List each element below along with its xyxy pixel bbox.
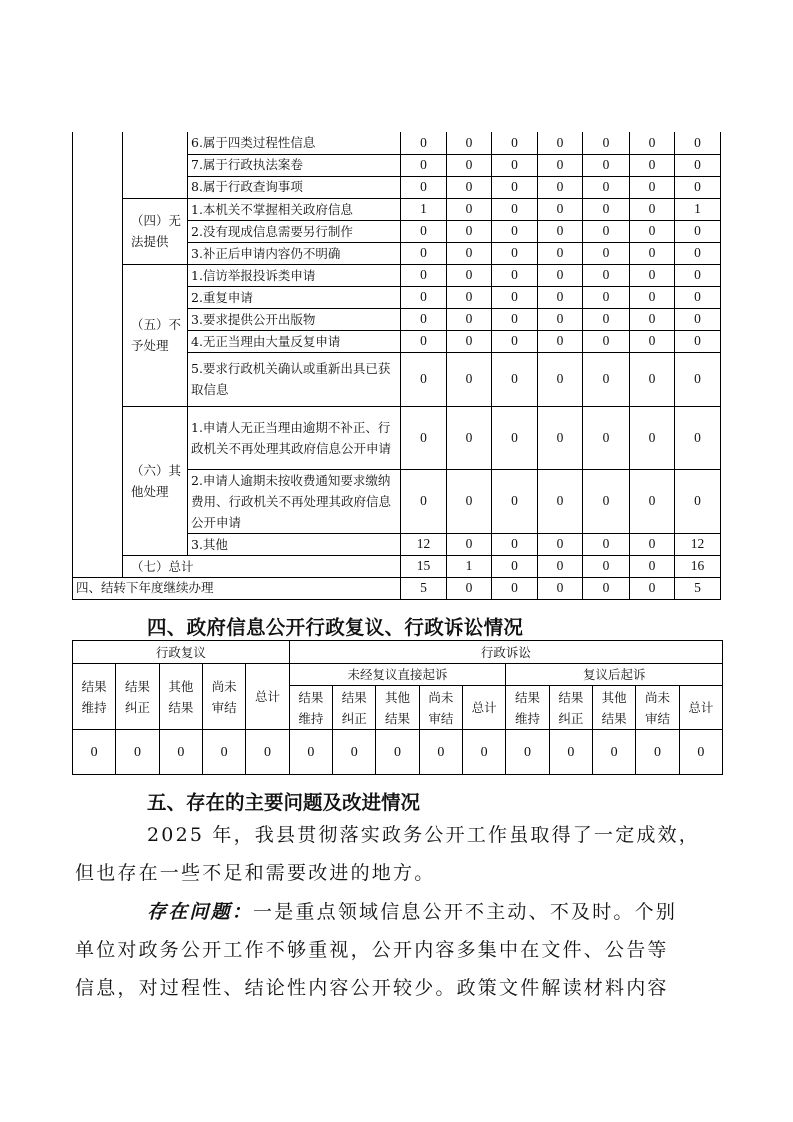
- direct-value: 0: [333, 730, 376, 775]
- review-col-header: 结果纠正: [116, 664, 159, 730]
- value-cell: 1: [447, 555, 492, 577]
- review-header: 行政复议: [73, 641, 290, 664]
- value-cell: 0: [401, 469, 447, 533]
- value-cell: 0: [401, 176, 447, 198]
- row-label: 2.申请人逾期未按收费通知要求缴纳费用、行政机关不再处理其政府信息公开申请: [188, 469, 401, 533]
- review-col-header: 尚未审结: [202, 664, 245, 730]
- value-cell: 0: [538, 242, 583, 264]
- carry-over-label: 四、结转下年度继续办理: [73, 577, 401, 599]
- paragraph-intro-line-2: 但也存在一些不足和需要改进的地方。: [75, 862, 436, 884]
- value-cell: 0: [447, 220, 492, 242]
- value-cell: 0: [447, 154, 492, 176]
- value-cell: 0: [583, 176, 630, 198]
- value-cell: 0: [492, 198, 538, 220]
- review-col-header: 总计: [246, 664, 289, 730]
- value-cell: 15: [401, 555, 447, 577]
- value-cell: 16: [675, 555, 721, 577]
- value-cell: 0: [675, 176, 721, 198]
- group-5-title: （五）不予处理: [123, 264, 188, 406]
- value-cell: 0: [583, 286, 630, 308]
- value-cell: 0: [401, 132, 447, 154]
- value-cell: 0: [401, 330, 447, 352]
- row-label: 2.没有现成信息需要另行制作: [188, 220, 401, 242]
- group-6-title: （六）其他处理: [123, 406, 188, 555]
- value-cell: 0: [538, 555, 583, 577]
- value-cell: 0: [447, 533, 492, 555]
- value-cell: 0: [675, 154, 721, 176]
- value-cell: 0: [583, 132, 630, 154]
- value-cell: 1: [401, 198, 447, 220]
- direct-col-header: 尚未审结: [419, 686, 462, 730]
- value-cell: 0: [538, 220, 583, 242]
- value-cell: 0: [447, 308, 492, 330]
- application-handling-table: [72, 132, 721, 600]
- paragraph-problems: [75, 893, 720, 1007]
- direct-suit-header: 未经复议直接起诉: [289, 664, 506, 686]
- value-cell: 0: [447, 469, 492, 533]
- value-cell: 0: [583, 577, 630, 599]
- value-cell: 0: [675, 264, 721, 286]
- after-review-col-header: 结果维持: [506, 686, 549, 730]
- value-cell: 0: [583, 555, 630, 577]
- carry-over-row: [73, 577, 721, 599]
- value-cell: 12: [401, 533, 447, 555]
- value-cell: 0: [630, 330, 675, 352]
- row-label: 3.要求提供公开出版物: [188, 308, 401, 330]
- value-cell: 0: [675, 242, 721, 264]
- after-review-col-header: 其他结果: [593, 686, 636, 730]
- review-value: 0: [246, 730, 289, 775]
- value-cell: 0: [401, 154, 447, 176]
- value-cell: 5: [675, 577, 721, 599]
- value-cell: 0: [492, 533, 538, 555]
- value-cell: 0: [401, 352, 447, 406]
- value-cell: 0: [538, 132, 583, 154]
- table-row: [73, 264, 721, 286]
- section-4-heading: 四、政府信息公开行政复议、行政诉讼情况: [147, 616, 524, 639]
- row-label: 1.信访举报投诉类申请: [188, 264, 401, 286]
- value-cell: 0: [492, 220, 538, 242]
- value-cell: 0: [630, 469, 675, 533]
- row-label: 1.申请人无正当理由逾期不补正、行政机关不再处理其政府信息公开申请: [188, 406, 401, 469]
- value-cell: 0: [492, 406, 538, 469]
- value-cell: 0: [538, 406, 583, 469]
- value-cell: 0: [583, 533, 630, 555]
- value-cell: 0: [630, 286, 675, 308]
- value-cell: 0: [538, 286, 583, 308]
- value-cell: 0: [447, 132, 492, 154]
- row-label: 1.本机关不掌握相关政府信息: [188, 198, 401, 220]
- value-cell: 0: [630, 132, 675, 154]
- value-cell: 0: [583, 264, 630, 286]
- value-cell: 0: [630, 242, 675, 264]
- value-cell: 0: [447, 264, 492, 286]
- direct-value: 0: [463, 730, 506, 775]
- value-cell: 0: [401, 242, 447, 264]
- value-cell: 0: [538, 469, 583, 533]
- row-label: 3.补正后申请内容仍不明确: [188, 242, 401, 264]
- value-cell: 12: [675, 533, 721, 555]
- after-review-value: 0: [506, 730, 549, 775]
- review-value: 0: [202, 730, 245, 775]
- value-cell: 0: [447, 330, 492, 352]
- after-review-value: 0: [593, 730, 636, 775]
- value-cell: 0: [447, 577, 492, 599]
- value-cell: 0: [538, 577, 583, 599]
- after-review-value: 0: [679, 730, 722, 775]
- value-cell: 0: [675, 352, 721, 406]
- problems-lead: 存在问题：: [147, 901, 254, 923]
- value-cell: 0: [538, 198, 583, 220]
- paragraph-problems-line-3: 信息，对过程性、结论性内容公开较少。政策文件解读材料内容: [75, 977, 669, 999]
- value-cell: 0: [583, 469, 630, 533]
- value-cell: 0: [630, 176, 675, 198]
- after-review-value: 0: [549, 730, 592, 775]
- value-cell: 0: [538, 264, 583, 286]
- value-cell: 0: [492, 264, 538, 286]
- value-cell: 0: [630, 406, 675, 469]
- table-row: [73, 406, 721, 469]
- group-4-title: （四）无法提供: [123, 198, 188, 264]
- row-label: 3.其他: [188, 533, 401, 555]
- value-cell: 0: [583, 308, 630, 330]
- value-cell: 0: [492, 555, 538, 577]
- direct-col-header: 结果纠正: [333, 686, 376, 730]
- value-cell: 0: [630, 577, 675, 599]
- total-row: [73, 555, 721, 577]
- value-cell: 0: [492, 176, 538, 198]
- value-cell: 0: [401, 220, 447, 242]
- review-value: 0: [73, 730, 116, 775]
- value-cell: 0: [675, 308, 721, 330]
- value-cell: 0: [492, 286, 538, 308]
- value-cell: 5: [401, 577, 447, 599]
- value-cell: 0: [447, 286, 492, 308]
- after-review-col-header: 尚未审结: [636, 686, 679, 730]
- value-cell: 0: [630, 220, 675, 242]
- value-cell: 0: [675, 330, 721, 352]
- value-cell: 0: [492, 132, 538, 154]
- after-review-col-header: 总计: [679, 686, 722, 730]
- value-cell: 0: [492, 308, 538, 330]
- row-label: 6.属于四类过程性信息: [188, 132, 401, 154]
- value-cell: 0: [401, 308, 447, 330]
- value-cell: 0: [492, 352, 538, 406]
- value-cell: 0: [538, 533, 583, 555]
- value-cell: 0: [675, 286, 721, 308]
- value-cell: 0: [583, 220, 630, 242]
- value-cell: 0: [401, 406, 447, 469]
- row-label: 7.属于行政执法案卷: [188, 154, 401, 176]
- review-value: 0: [116, 730, 159, 775]
- value-cell: 0: [675, 220, 721, 242]
- value-cell: 0: [492, 577, 538, 599]
- direct-col-header: 总计: [463, 686, 506, 730]
- row-label: 2.重复申请: [188, 286, 401, 308]
- direct-value: 0: [419, 730, 462, 775]
- value-cell: 0: [630, 555, 675, 577]
- value-cell: 0: [447, 198, 492, 220]
- value-cell: 0: [401, 264, 447, 286]
- value-cell: 0: [538, 352, 583, 406]
- direct-col-header: 其他结果: [376, 686, 419, 730]
- value-cell: 0: [630, 308, 675, 330]
- direct-value: 0: [289, 730, 332, 775]
- value-cell: 0: [583, 242, 630, 264]
- paragraph-problems-line-1: 一是重点领域信息公开不主动、不及时。个别: [253, 901, 678, 923]
- value-cell: 0: [583, 406, 630, 469]
- value-cell: 0: [538, 330, 583, 352]
- paragraph-intro: [75, 816, 720, 892]
- row-label: 8.属于行政查询事项: [188, 176, 401, 198]
- total-label: （七）总计: [123, 555, 401, 577]
- value-cell: 0: [492, 154, 538, 176]
- value-cell: 0: [583, 154, 630, 176]
- outer-category-cell: [73, 132, 123, 577]
- value-cell: 0: [447, 406, 492, 469]
- review-value: 0: [159, 730, 202, 775]
- direct-value: 0: [376, 730, 419, 775]
- value-cell: 0: [492, 330, 538, 352]
- value-cell: 0: [538, 308, 583, 330]
- row-label: 4.无正当理由大量反复申请: [188, 330, 401, 352]
- section-5-heading: 五、存在的主要问题及改进情况: [147, 791, 421, 814]
- value-cell: 0: [630, 198, 675, 220]
- value-cell: 0: [630, 352, 675, 406]
- value-cell: 0: [447, 352, 492, 406]
- value-cell: 0: [675, 132, 721, 154]
- review-col-header: 其他结果: [159, 664, 202, 730]
- value-cell: 0: [583, 198, 630, 220]
- value-cell: 0: [401, 286, 447, 308]
- litigation-header: 行政诉讼: [289, 641, 722, 664]
- row-label: 5.要求行政机关确认或重新出具已获取信息: [188, 352, 401, 406]
- paragraph-problems-line-2: 单位对政务公开工作不够重视，公开内容多集中在文件、公告等: [75, 939, 669, 961]
- group-3-cell: [123, 132, 188, 198]
- table-row: [73, 132, 721, 154]
- value-cell: 0: [630, 264, 675, 286]
- value-cell: 1: [675, 198, 721, 220]
- value-cell: 0: [675, 469, 721, 533]
- after-review-value: 0: [636, 730, 679, 775]
- value-cell: 0: [583, 330, 630, 352]
- value-cell: 0: [447, 242, 492, 264]
- value-cell: 0: [492, 469, 538, 533]
- value-cell: 0: [538, 154, 583, 176]
- paragraph-intro-line-1: 2025 年，我县贯彻落实政务公开工作虽取得了一定成效，: [147, 824, 700, 846]
- value-cell: 0: [583, 352, 630, 406]
- value-cell: 0: [492, 242, 538, 264]
- value-cell: 0: [630, 154, 675, 176]
- review-col-header: 结果维持: [73, 664, 116, 730]
- after-review-col-header: 结果纠正: [549, 686, 592, 730]
- review-litigation-table: [72, 640, 723, 775]
- value-cell: 0: [447, 176, 492, 198]
- table-row: [73, 198, 721, 220]
- value-cell: 0: [675, 406, 721, 469]
- value-cell: 0: [630, 533, 675, 555]
- direct-col-header: 结果维持: [289, 686, 332, 730]
- after-review-header: 复议后起诉: [506, 664, 723, 686]
- value-cell: 0: [538, 176, 583, 198]
